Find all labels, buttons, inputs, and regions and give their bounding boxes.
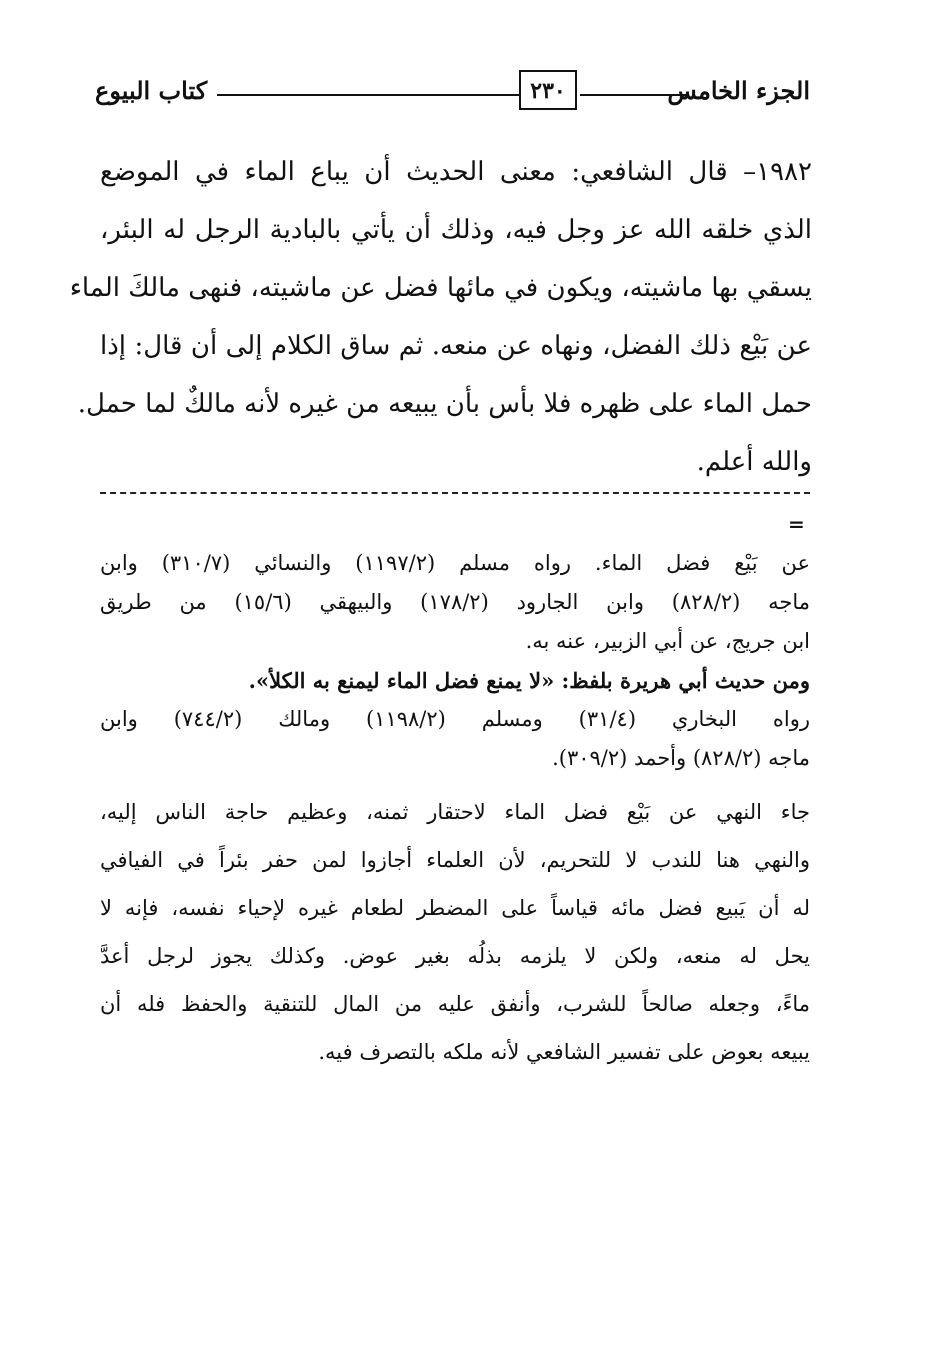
- footnote-paragraph: [100, 661, 810, 700]
- footnote-paragraph: [100, 788, 810, 1076]
- main-text: [69, 143, 812, 491]
- paragraph-gap: [100, 778, 810, 788]
- main-text-line: عن بَيْع ذلك الفضل، ونهاه عن منعه. ثم ساق الكلام إلى أن قال: إذا: [100, 331, 812, 361]
- footnote-paragraph: [100, 700, 810, 778]
- footnote-continuation-mark: =: [788, 512, 805, 536]
- footnote-line: ومن حديث أبي هريرة بلفظ: «لا يمنع فضل الماء ليمنع به الكلأ».: [248, 668, 810, 693]
- page-number: ٢٣٠: [519, 70, 577, 110]
- header-rule-left: [217, 94, 519, 96]
- footnote-line: يحل له منعه، ولكن لا يلزمه بذلُه بغير عوض. وكذلك يجوز لرجل أعدَّ: [100, 944, 810, 968]
- main-text-line: يسقي بها ماشيته، ويكون في مائها فضل عن ماشيته، فنهى مالكَ الماء: [69, 273, 812, 303]
- header-volume-title: الجزء الخامس: [667, 76, 810, 105]
- footnote-line: ابن جريج، عن أبي الزبير، عنه به.: [525, 629, 810, 653]
- main-text-line: ١٩٨٢– قال الشافعي: معنى الحديث أن يباع الماء في الموضع: [100, 157, 812, 187]
- main-text-line: حمل الماء على ظهره فلا بأس بأن يبيعه من غيره لأنه مالكٌ لما حمل.: [77, 389, 812, 419]
- footnote-line: ماءً، وجعله صالحاً للشرب، وأنفق عليه من المال للتنقية والحفظ فله أن: [100, 992, 810, 1016]
- footnote-line: ماجه (٨٢٨/٢) وابن الجارود (١٧٨/٢) والبيهقي (١٥/٦) من طريق: [100, 590, 811, 614]
- main-text-line: الذي خلقه الله عز وجل فيه، وذلك أن يأتي بالبادية الرجل له البئر،: [100, 215, 812, 245]
- footnote-line: يبيعه بعوض على تفسير الشافعي لأنه ملكه بالتصرف فيه.: [318, 1040, 810, 1064]
- footnote-separator: [100, 492, 810, 494]
- footnote-line: ماجه (٨٢٨/٢) وأحمد (٣٠٩/٢).: [552, 746, 810, 770]
- footnote-paragraph: [100, 544, 810, 661]
- footnote-line: له أن يَبيع فضل مائه قياساً على المضطر لطعام غيره لإحياء نفسه، فإنه لا: [100, 896, 810, 920]
- footnote-line: والنهي هنا للندب لا للتحريم، لأن العلماء أجازوا لمن حفر بئراً في الفيافي: [100, 848, 810, 872]
- footnotes: [100, 544, 810, 1076]
- page-header: [95, 70, 810, 116]
- main-text-line: والله أعلم.: [696, 447, 812, 477]
- footnote-line: جاء النهي عن بَيْع فضل الماء لاحتقار ثمنه، وعظيم حاجة الناس إليه،: [100, 800, 810, 824]
- footnote-line: عن بَيْع فضل الماء. رواه مسلم (١١٩٧/٢) والنسائي (٣١٠/٧) وابن: [100, 551, 810, 575]
- footnote-line: رواه البخاري (٣١/٤) ومسلم (١١٩٨/٢) ومالك (٧٤٤/٢) وابن: [100, 707, 811, 731]
- header-book-title: كتاب البيوع: [95, 76, 208, 105]
